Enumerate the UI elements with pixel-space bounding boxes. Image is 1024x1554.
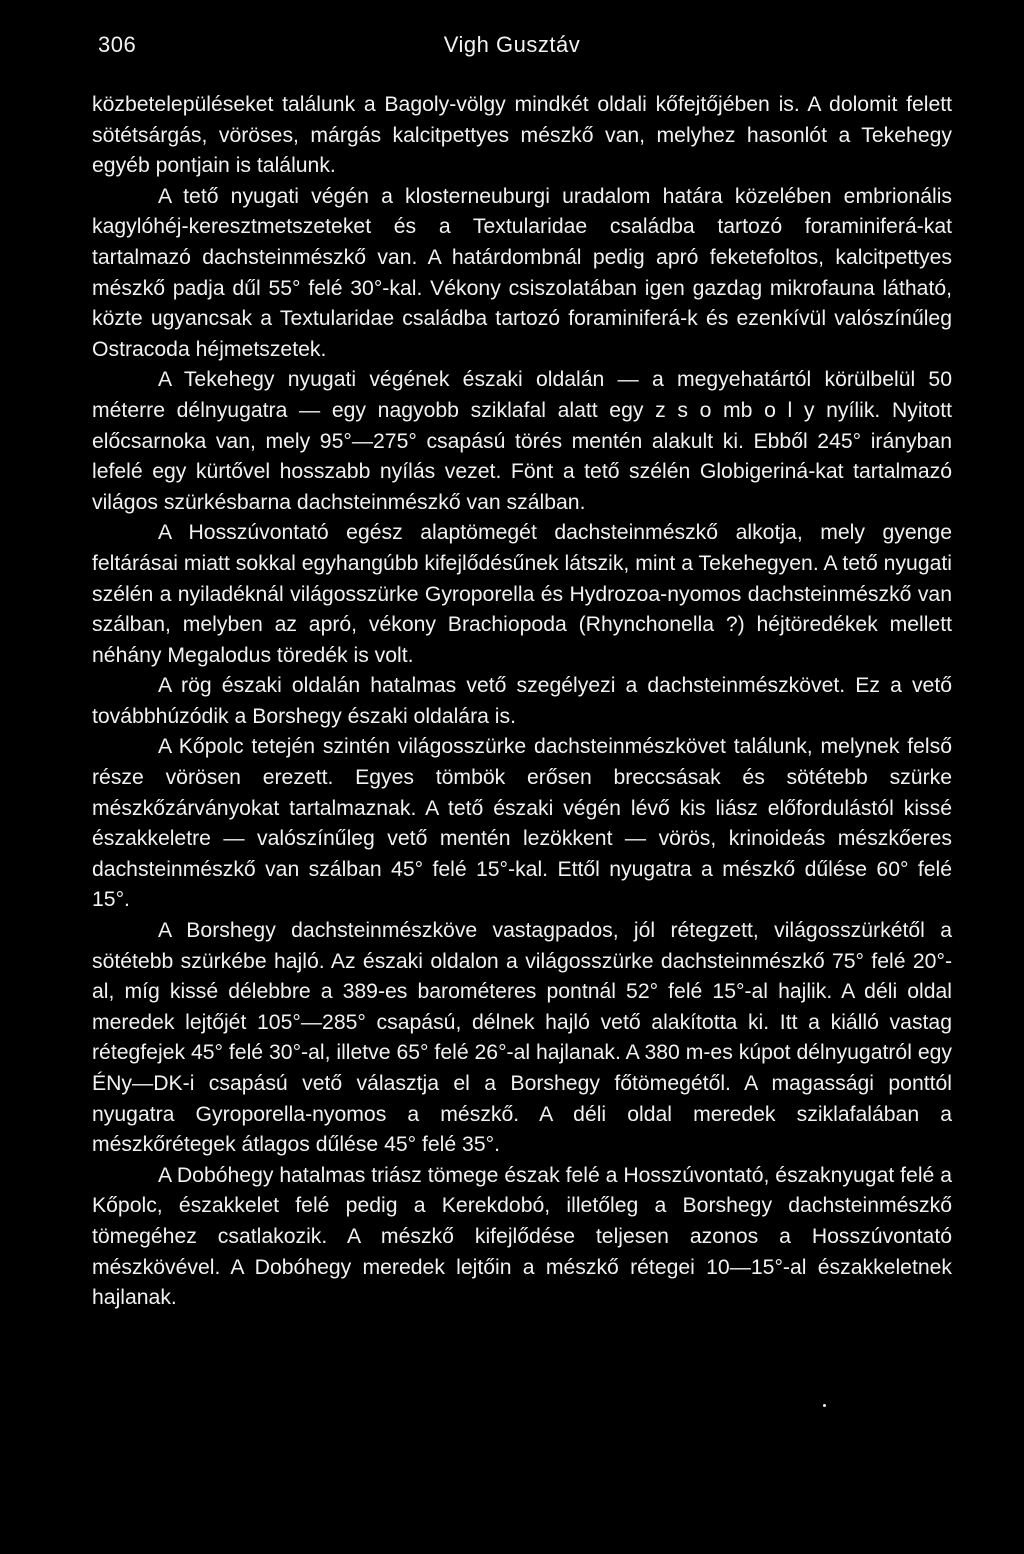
- page-header: [92, 24, 932, 64]
- page-number: 306: [98, 32, 137, 57]
- paragraph: A Borshegy dachsteinmészköve vastagpados, jól rétegzett, világosszürkétől a sötétebb szürkébe hajló. Az északi oldalon a világosszürke dachsteinmészkő 75° felé 20°-al, míg kissé délebbre a 389-es barométeres pontnál 52° felé 15°-al hajlik. A déli oldal meredek lejtőjét 105°—285° csapású, délnek hajló vető alakította ki. Itt a kiálló vastag rétegfejek 45° felé 30°-al, illetve 65° felé 26°-al hajlanak. A 380 m-es kúpot délnyugatról egy ÉNy—DK-i csapású vető választja el a Borshegy főtömegétől. A magassági ponttól nyugatra Gyroporella-nyomos a mészkő. A déli oldal meredek sziklafalában a mészkőrétegek átlagos dűlése 45° felé 35°.: [92, 919, 952, 1157]
- paragraph: A Dobóhegy hatalmas triász tömege észak felé a Hosszúvontató, északnyugat felé a Kőpolc, északkelet felé pedig a Kerekdobó, illetőleg a Borshegy dachsteinmészkő tömegéhez csatlakozik. A mészkő kifejlődése teljesen azonos a Hosszúvontató mészkövével. A Dobóhegy meredek lejtőin a mészkő rétegei 10—15°-al északkeletnek hajlanak.: [92, 1163, 952, 1310]
- paragraph: A Hosszúvontató egész alaptömegét dachsteinmészkő alkotja, mely gyenge feltárásai miatt sokkal egyhangúbb kifejlődésűnek látszik, mint a Tekehegyen. A tető nyugati szélén a nyiladéknál világosszürke Gyroporella és Hydrozoa-nyomos dachsteinmészkő van szálban, melyben az apró, vékony Brachiopoda (Rhynchonella ?) héjtöredékek mellett néhány Megalodus töredék is volt.: [92, 521, 952, 667]
- paragraph: A Tekehegy nyugati végének északi oldalán — a megyehatártól körülbelül 50 méterre délnyugatra — egy nagyobb sziklafal alatt egy z s o mb o l y nyílik. Nyitott előcsarnoka van, mely 95°—275° csapású törés mentén alakult ki. Ebből 245° irányban lefelé egy kürtővel hosszabb nyílás vezet. Fönt a tető szélén Globigeriná-kat tartalmazó világos szürkésbarna dachsteinmészkő van szálban.: [92, 368, 952, 514]
- paragraph: A rög északi oldalán hatalmas vető szegélyezi a dachsteinmészkövet. Ez a vető továbbhúzódik a Borshegy északi oldalára is.: [92, 674, 952, 728]
- stray-ink-mark: [823, 1404, 826, 1407]
- running-title: Vigh Gusztáv: [443, 32, 581, 57]
- paragraph: A tető nyugati végén a klosterneuburgi uradalom határa közelében embrionális kagylóhéj-keresztmetszeteket és a Textularidae családba tartozó foraminiferá-kat tartalmazó dachsteinmészkő van. A határdombnál pedig apró feketefoltos, kalcitpettyes mészkő padja dűl 55° felé 30°-kal. Vékony csiszolatában igen gazdag mikrofauna látható, közte ugyancsak a Textularidae családba tartozó foraminiferá-k és ezenkívül valószínűleg Ostracoda héjmetszetek.: [92, 184, 952, 361]
- body-text: [92, 90, 952, 1314]
- paragraph: A Kőpolc tetején szintén világosszürke dachsteinmészkövet találunk, melynek felső része vörösen erezett. Egyes tömbök erősen breccsásak és sötétebb szürke mészkőzárványokat tartalmaznak. A tető északi végén lévő kis liász előfordulástól kissé északkeletre — valószínűleg vető mentén lezökkent — vörös, krinoideás mészkőeres dachsteinmészkő van szálban 45° felé 15°-kal. Ettől nyugatra a mészkő dűlése 60° felé 15°.: [92, 735, 952, 912]
- paragraph: közbetelepüléseket találunk a Bagoly-völgy mindkét oldali kőfejtőjében is. A dolomit felett sötétsárgás, vöröses, márgás kalcitpettyes mészkő van, melyhez hasonlót a Tekehegy egyéb pontjain is találunk.: [92, 93, 952, 178]
